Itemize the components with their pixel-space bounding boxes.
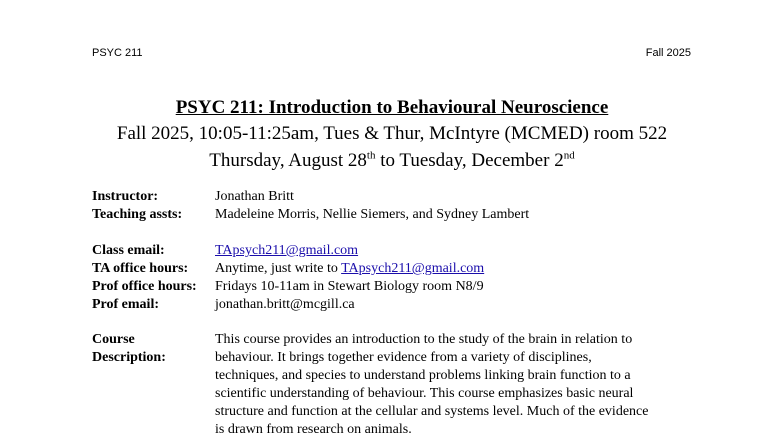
prof-hours-label: Prof office hours:	[92, 279, 197, 294]
prof-email-value: jonathan.britt@mcgill.ca	[215, 297, 355, 312]
tas-value: Madeleine Morris, Nellie Siemers, and Sydney Lambert	[215, 207, 530, 222]
header-course-code: PSYC 211	[92, 47, 143, 59]
ta-hours-value	[215, 260, 705, 278]
ta-hours-email-link[interactable]: TApsych211@gmail.com	[341, 261, 485, 276]
header-term: Fall 2025	[645, 47, 691, 59]
course-description-label	[92, 331, 212, 367]
dates-start-suffix: th	[366, 149, 376, 162]
description-line: behaviour. It brings together evidence from a variety of disciplines,	[215, 350, 592, 365]
class-email-label: Class email:	[92, 243, 165, 258]
title-block	[0, 96, 784, 174]
description-line: This course provides an introduction to the study of the brain in relation to	[215, 332, 633, 347]
dates-end: to Tuesday, December 2	[375, 150, 564, 171]
description-line: techniques, and species to understand problems linking brain function to a	[215, 368, 631, 383]
course-title: PSYC 211: Introduction to Behavioural Neuroscience	[175, 97, 609, 118]
course-schedule: Fall 2025, 10:05-11:25am, Tues & Thur, McIntyre (MCMED) room 522	[116, 123, 668, 144]
prof-email-label: Prof email:	[92, 297, 159, 312]
description-line: is drawn from research on animals.	[215, 422, 412, 437]
course-dates	[0, 147, 784, 174]
class-email-link[interactable]: TApsych211@gmail.com	[215, 243, 359, 258]
course-label-line1: Course	[92, 332, 135, 347]
description-line: structure and function at the cellular and systems level. Much of the evidence	[215, 404, 649, 419]
dates-end-suffix: nd	[563, 149, 575, 162]
ta-hours-label: TA office hours:	[92, 261, 189, 276]
course-label-line2: Description:	[92, 350, 166, 365]
instructor-value: Jonathan Britt	[215, 189, 294, 204]
tas-label: Teaching assts:	[92, 207, 183, 222]
prof-hours-value: Fridays 10-11am in Stewart Biology room N8/9	[215, 279, 484, 294]
dates-start: Thursday, August 28	[209, 150, 367, 171]
ta-hours-prefix: Anytime, just write to	[215, 261, 342, 276]
description-line: scientific understanding of behaviour. This course emphasizes basic neural	[215, 386, 634, 401]
instructor-label: Instructor:	[92, 189, 159, 204]
course-description-text	[215, 331, 705, 439]
